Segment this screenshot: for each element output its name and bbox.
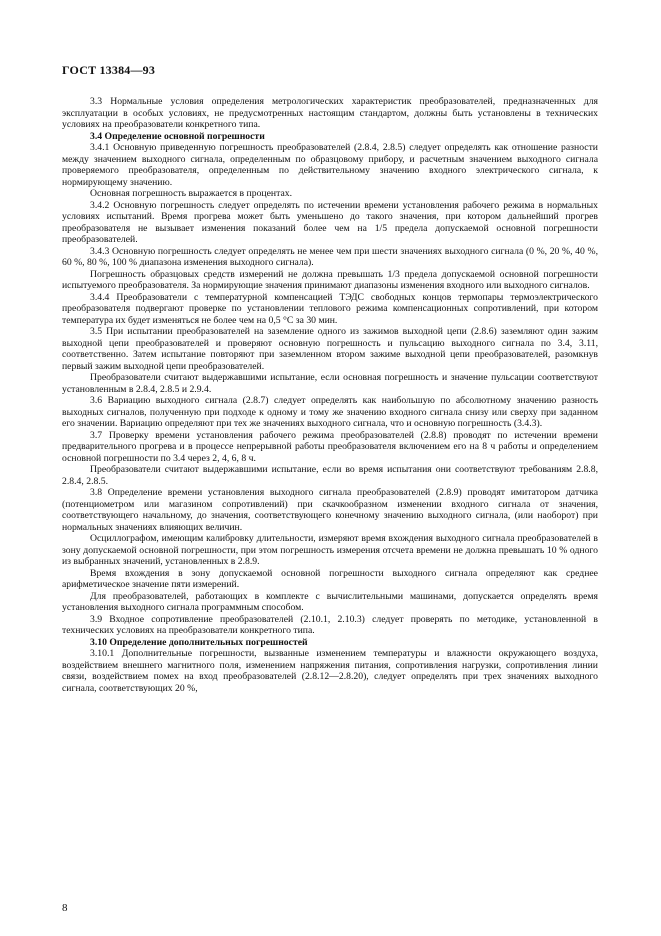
- paragraph: 3.4.3 Основную погрешность следует определять не менее чем при шести значениях выходного сигнала (0 %, 20 %, 40 %, 60 %, 80 %, 100 % диапазона изменения выходного сигнала).: [62, 245, 598, 268]
- paragraph: 3.7 Проверку времени установления рабочего режима преобразователей (2.8.8) проводят по истечении времени предварительного прогрева и в процессе непрерывной работы преобразователя включением его на 8 ч работы и определением основной погрешности по 3.4 через 2, 4, 6, 8 ч.: [62, 429, 598, 464]
- paragraph: Осциллографом, имеющим калибровку длительности, измеряют время вхождения выходного сигнала преобразователей в зону допускаемой основной погрешности, при этом погрешность измерения отсчета времени не должна превышать 10 % одного из выбранных значений, установленных в 2.8.9.: [62, 533, 598, 567]
- paragraph: 3.9 Входное сопротивление преобразователей (2.10.1, 2.10.3) следует проверять по методике, установленной в технических условиях на преобразователи конкретного типа.: [62, 613, 598, 636]
- paragraph: 3.4.2 Основную погрешность следует определять по истечении времени установления рабочего режима в нормальных условиях испытаний. Время прогрева может быть уменьшено до такого значения, при котором дальнейший прогрев преобразователя не вызывает изменения показаний более чем на 1/5 предела допускаемой основной погрешности преобразователей.: [62, 199, 598, 245]
- paragraph: 3.10.1 Дополнительные погрешности, вызванные изменением температуры и влажности окружающего воздуха, воздействием внешнего магнитного поля, изменением напряжения питания, сопротивления нагрузки, сопротивления линии связи, воздействием помех на вход преобразователей (2.8.12—2.8.20), следует определять при трех значениях выходного сигнала, соответствующих 20 %,: [62, 648, 598, 694]
- paragraph: Преобразователи считают выдержавшими испытание, если основная погрешность и значение пульсации соответствуют установленным в 2.8.4, 2.8.5 и 2.9.4.: [62, 372, 598, 395]
- paragraph: 3.3 Нормальные условия определения метрологических характеристик преобразователей, предназначенных для эксплуатации в особых условиях, не предусмотренных настоящим стандартом, должны быть установлены в технических условиях на преобразователи конкретного типа.: [62, 96, 598, 130]
- section-heading: 3.10 Определение дополнительных погрешностей: [90, 636, 308, 648]
- paragraph: Погрешность образцовых средств измерений не должна превышать 1/3 предела допускаемой основной погрешности испытуемого преобразователя. За нормирующие значения принимают диапазоны изменения входного или выходного сигналов.: [62, 268, 598, 291]
- section-heading: 3.4 Определение основной погрешности: [90, 130, 265, 142]
- paragraph: 3.8 Определение времени установления выходного сигнала преобразователей (2.8.9) проводят имитатором датчика (потенциометром или магазином сопротивлений) при скачкообразном изменении входного сигнала от значения, соответствующего начальному, до значения, соответствующего конечному значению выходного сигнала, (или наоборот) при нормальных значениях влияющих величин.: [62, 487, 598, 533]
- paragraph: Преобразователи считают выдержавшими испытание, если во время испытания они соответствуют требованиям 2.8.8, 2.8.4, 2.8.5.: [62, 464, 598, 487]
- paragraph: Для преобразователей, работающих в комплекте с вычислительными машинами, допускается определять время установления выходного сигнала программным способом.: [62, 590, 598, 613]
- paragraph: 3.6 Вариацию выходного сигнала (2.8.7) следует определять как наибольшую по абсолютному значению разность выходных сигналов, полученную при подходе к одному и тому же значению входного сигнала снизу или сверху при заданном его значении. Вариацию определяют при тех же значениях выходного сигнала, что и основную погрешность (3.4.3).: [62, 395, 598, 429]
- paragraph: 3.4.4 Преобразователи с температурной компенсацией ТЭДС свободных концов термопары термоэлектрического преобразователя подвергают проверке по установлении теплового режима компенсационных сопротивлений, при котором температура их будет изменяться не более чем на 0,5 °С за 30 мин.: [62, 291, 598, 326]
- paragraph: Время вхождения в зону допускаемой основной погрешности выходного сигнала определяют как среднее арифметическое значение пяти измерений.: [62, 567, 598, 590]
- paragraph: 3.4.1 Основную приведенную погрешность преобразователей (2.8.4, 2.8.5) следует определять как отношение разности между значением выходного сигнала, определенным по образцовому прибору, и расчетным значением выходного сигнала проверяемого преобразователя, определенным по действительному значению входного электрического сигнала, к нормирующему значению.: [62, 142, 598, 188]
- document-body: [62, 96, 598, 694]
- page-header: ГОСТ 13384—93: [62, 63, 156, 77]
- page-number: 8: [62, 902, 68, 914]
- paragraph: Основная погрешность выражается в процентах.: [90, 188, 293, 199]
- paragraph: 3.5 При испытании преобразователей на заземление одного из зажимов выходной цепи (2.8.6) заземляют один зажим выходной цепи преобразователей и проверяют основную погрешность и пульсацию выходного сигнала по 3.4, 3.11, соответственно. Затем испытание повторяют при заземленном втором зажиме выходной цепи преобразователей, разомкнув первый зажим выходной цепи преобразователей.: [62, 326, 598, 372]
